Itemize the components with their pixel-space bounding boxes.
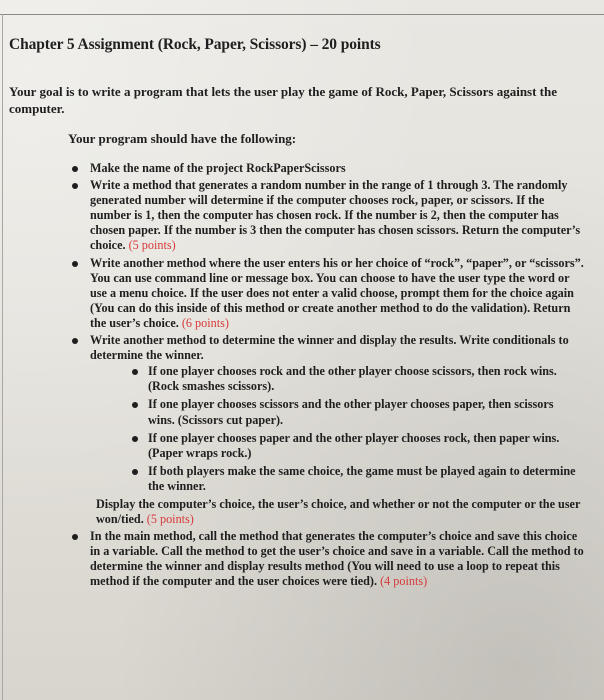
sub-list-item: [90, 397, 587, 427]
bullet-icon: [132, 469, 138, 475]
list-item: [0, 161, 595, 176]
sub-list-item: [90, 464, 587, 494]
item-text: Write a method that generates a random number in the range of 1 through 3. The randomly generated number will determine if the computer chooses rock, paper, or scissors. If the number is 1, then the computer has chosen rock. If the number is 2, then the computer has chosen paper. If the number is 3 then the computer has chosen scissors. Return the computer’s choice.: [90, 178, 581, 253]
points-label: (4 points): [380, 574, 428, 589]
list-item: [0, 529, 595, 589]
points-label: (5 points): [146, 512, 194, 527]
bullet-icon: [72, 261, 78, 267]
project-name: RockPaperScissors: [246, 161, 346, 175]
bullet-icon: [72, 183, 78, 189]
top-rule: [0, 14, 604, 15]
title-text: Chapter 5 Assignment (Rock, Paper, Scissors): [9, 36, 307, 53]
bullet-icon: [132, 369, 138, 375]
page-title: [9, 36, 381, 54]
points-label: (5 points): [128, 238, 176, 253]
item-text: Make the name of the project: [90, 161, 247, 175]
bullet-icon: [132, 436, 138, 442]
intro-paragraph: Your goal is to write a program that lets the user play the game of Rock, Paper, Scissors against the computer.: [9, 84, 558, 116]
title-points: – 20 points: [306, 36, 381, 53]
list-item: [0, 333, 595, 527]
sub-item-text: If both players make the same choice, the game must be played again to determine the winner.: [148, 463, 576, 493]
item-text: In the main method, call the method that generates the computer’s choice and save this choice in a variable. Call the method to get the user’s choice and save in a variable. Call the method to determine the winner and display results method (You will need to use a loop to repeat this method if the computer and the user choices were tied).: [90, 529, 584, 589]
requirements-list: [0, 161, 595, 592]
sub-item-text: If one player chooses paper and the other player chooses rock, then paper wins. (Paper wraps rock.): [148, 430, 560, 460]
bullet-icon: [72, 534, 78, 540]
points-label: (6 points): [181, 315, 229, 330]
winner-rules-list: [90, 364, 587, 494]
sub-item-text: If one player chooses scissors and the other player chooses paper, then scissors wins. (Scissors cut paper).: [148, 397, 554, 427]
list-item: [0, 256, 595, 331]
requirements-heading: Your program should have the following:: [68, 131, 297, 146]
item-text: Write another method where the user enters his or her choice of “rock”, “paper”, or “scissors”. You can use command line or message box. You can choose to have the user type the word or use a menu choice. If the user does not enter a valid choose, prompt them for the choice again (You can do this inside of this method or create another method to do the validation). Return the user’s choice.: [90, 255, 584, 330]
item-text: Write another method to determine the winner and display the results. Write conditionals to determine the winner.: [90, 333, 569, 363]
bullet-icon: [72, 338, 78, 344]
after-text: Display the computer’s choice, the user’s choice, and whether or not the computer or the user won/tied.: [96, 496, 581, 527]
sub-item-text: If one player chooses rock and the other player choose scissors, then rock wins. (Rock smashes scissors).: [148, 364, 557, 394]
bullet-icon: [72, 166, 78, 172]
bullet-icon: [132, 402, 138, 408]
display-results-text: [96, 497, 587, 527]
sub-list-item: [90, 431, 587, 461]
sub-list-item: [90, 364, 587, 394]
list-item: [0, 178, 595, 253]
